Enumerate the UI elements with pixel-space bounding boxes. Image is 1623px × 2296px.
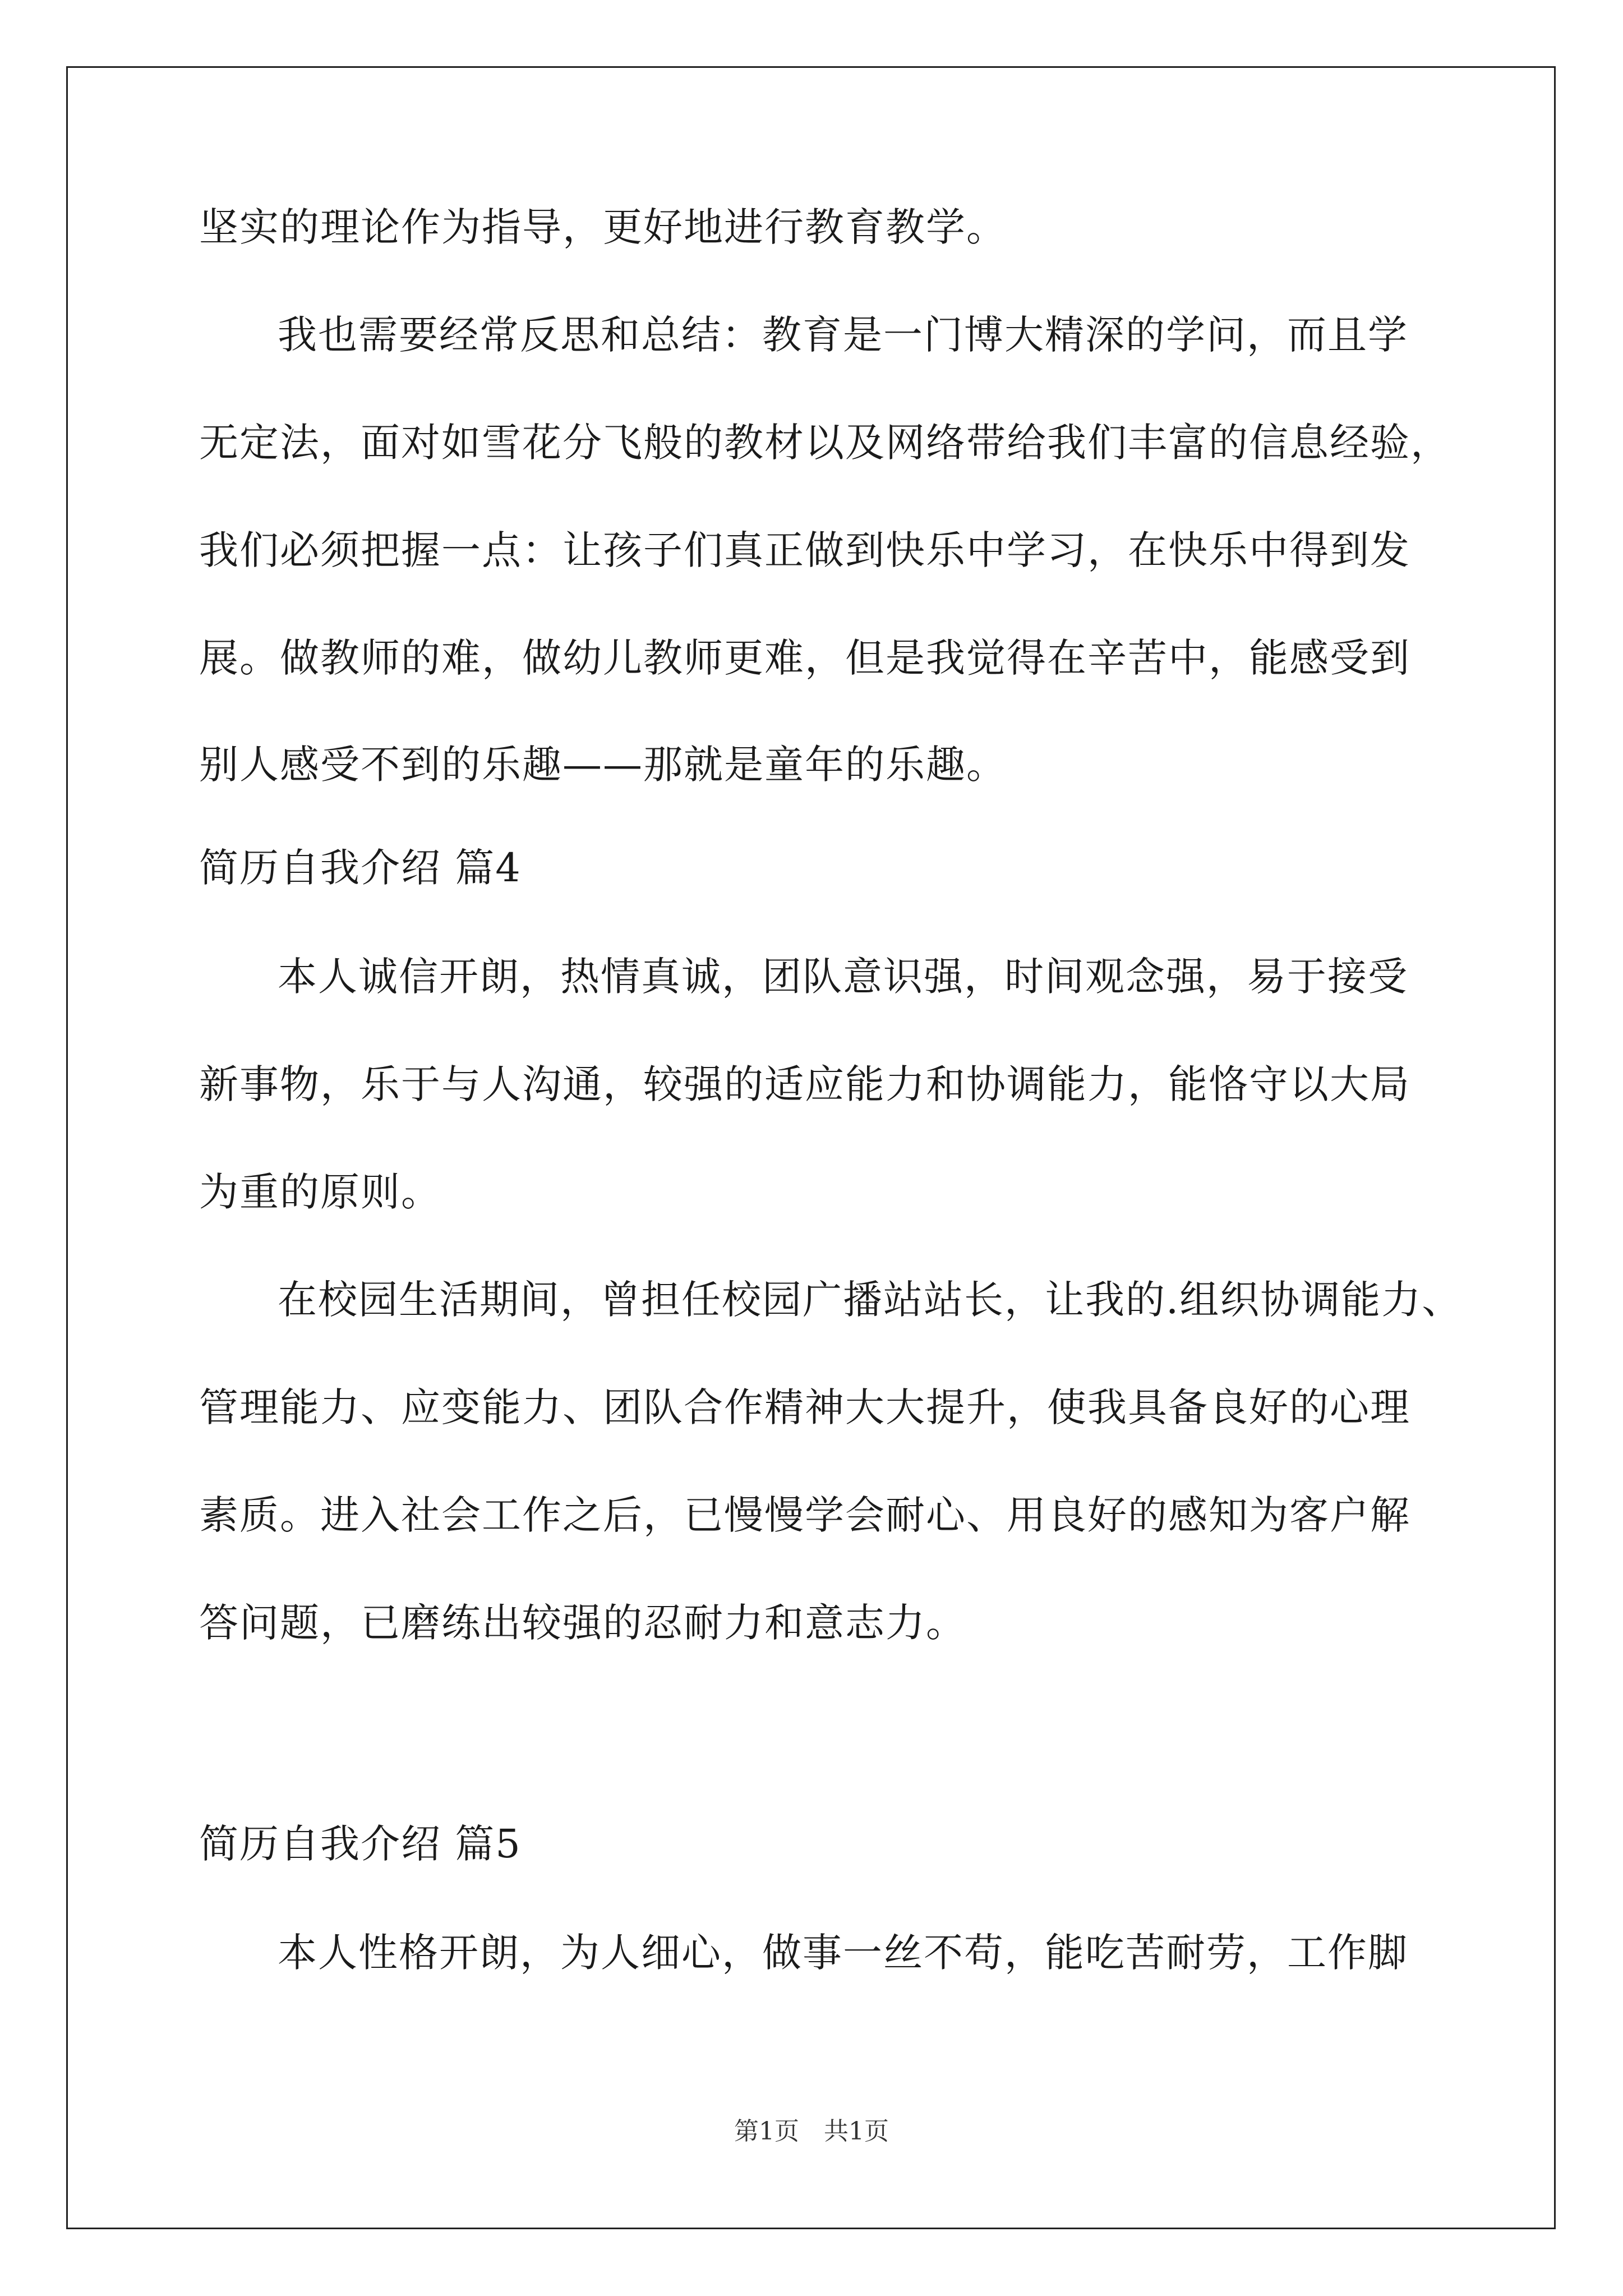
paragraph-line: 无定法，面对如雪花分飞般的教材以及网络带给我们丰富的信息经验，: [199, 420, 1451, 466]
paragraph-line: 别人感受不到的乐趣——那就是童年的乐趣。: [199, 742, 1007, 788]
paragraph-line: 本人诚信开朗，热情真诚，团队意识强，时间观念强，易于接受: [278, 954, 1408, 1000]
paragraph-line: 为重的原则。: [199, 1169, 441, 1215]
section-heading-5: 简历自我介绍 篇5: [199, 1821, 522, 1867]
section-heading-4: 简历自我介绍 篇4: [199, 845, 522, 891]
paragraph-line: 展。做教师的难，做幼儿教师更难，但是我觉得在辛苦中，能感受到: [199, 635, 1410, 681]
paragraph-line: 在校园生活期间，曾担任校园广播站站长，让我的.组织协调能力、: [278, 1277, 1463, 1323]
paragraph-line: 本人性格开朗，为人细心，做事一丝不苟，能吃苦耐劳，工作脚: [278, 1930, 1408, 1976]
page-footer: 第1页 共1页: [734, 2117, 889, 2146]
paragraph-line: 坚实的理论作为指导，更好地进行教育教学。: [199, 204, 1007, 250]
paragraph-line: 我们必须把握一点：让孩子们真正做到快乐中学习，在快乐中得到发: [199, 527, 1410, 573]
paragraph-line: 素质。进入社会工作之后，已慢慢学会耐心、用良好的感知为客户解: [199, 1492, 1410, 1538]
page-frame: [66, 66, 1556, 2229]
paragraph-line: 新事物，乐于与人沟通，较强的适应能力和协调能力，能恪守以大局: [199, 1061, 1410, 1107]
paragraph-line: 管理能力、应变能力、团队合作精神大大提升，使我具备良好的心理: [199, 1384, 1410, 1430]
paragraph-line: 我也需要经常反思和总结：教育是一门博大精深的学问，而且学: [278, 312, 1408, 358]
paragraph-line: 答问题，已磨练出较强的忍耐力和意志力。: [199, 1600, 966, 1646]
